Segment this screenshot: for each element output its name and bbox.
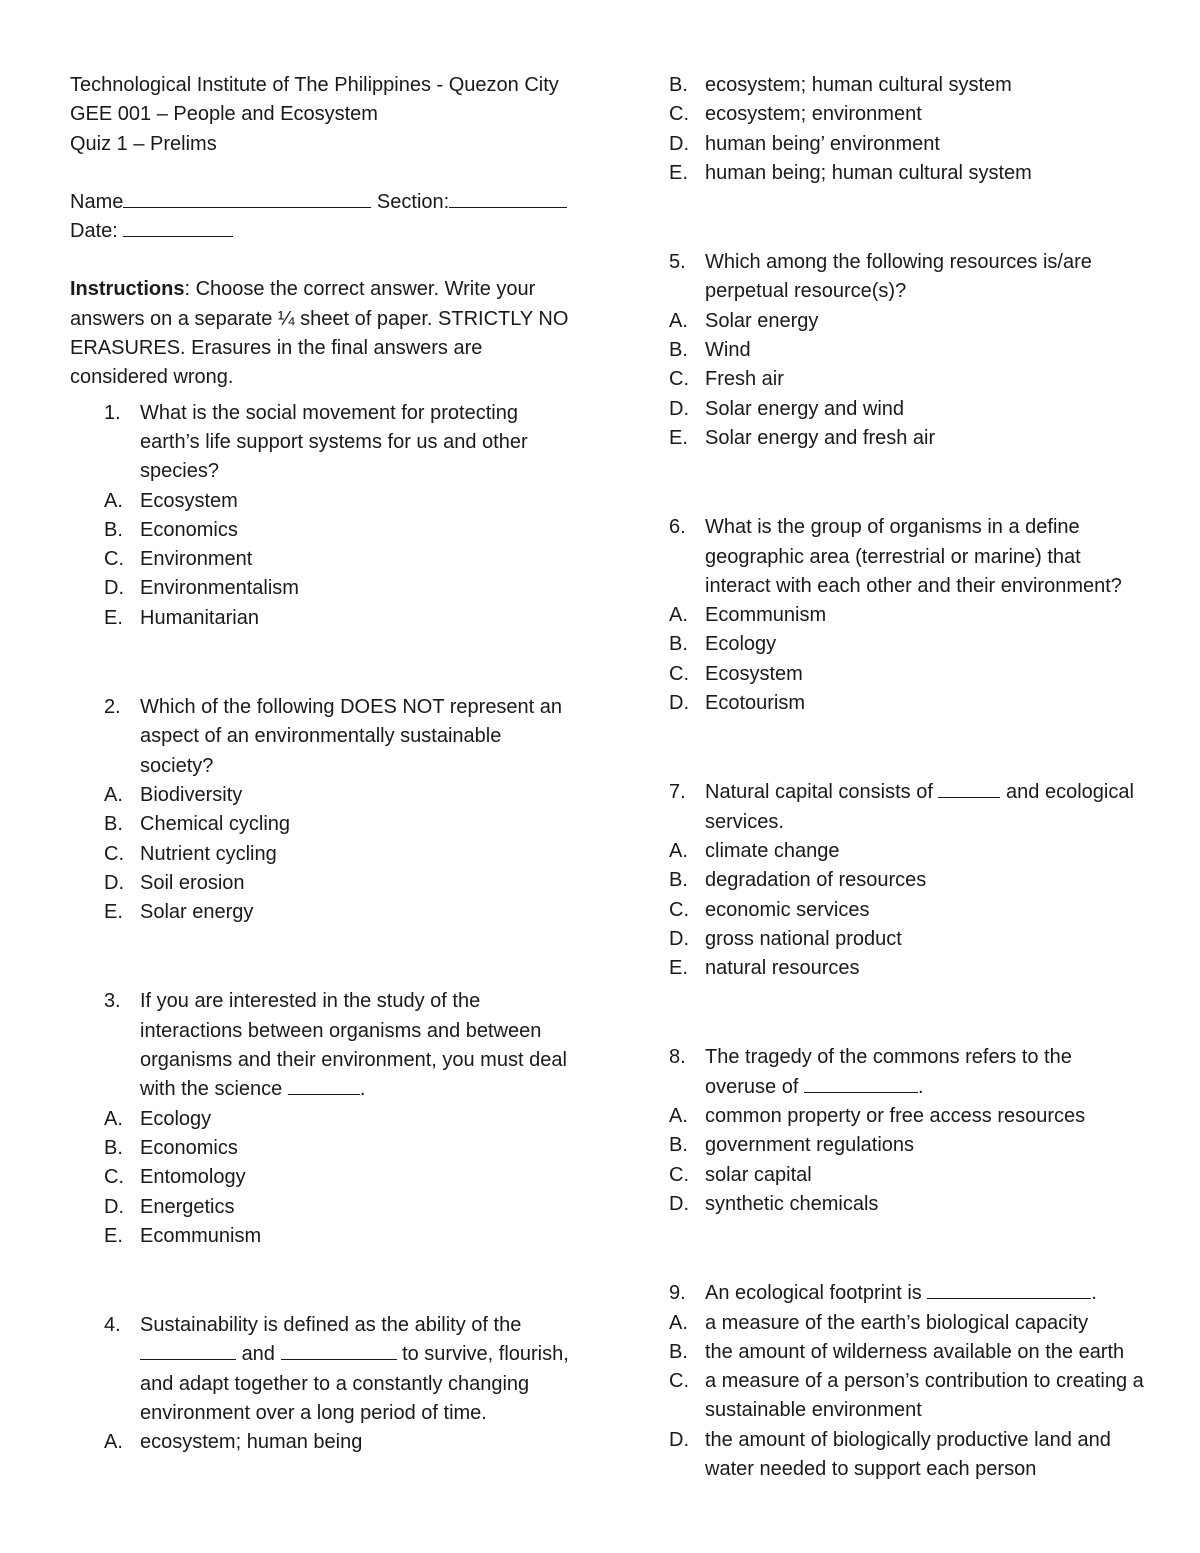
option-d — [669, 1190, 1139, 1219]
question-9 — [669, 1279, 1144, 1484]
option-b — [669, 1338, 1139, 1367]
option-c — [669, 896, 1139, 925]
option-a — [104, 1105, 570, 1134]
quiz-title: Quiz 1 – Prelims — [70, 132, 217, 155]
question-number: 4. — [104, 1314, 121, 1337]
option-text: Ecology — [140, 1107, 212, 1130]
answer-blank — [938, 779, 1000, 798]
option-letter: C. — [669, 662, 689, 685]
option-letter: A. — [104, 1431, 123, 1454]
question-4 — [104, 1311, 570, 1457]
option-e — [104, 1222, 570, 1251]
option-text: synthetic chemicals — [705, 1192, 879, 1215]
option-text: Natural capital consists of and ecological services. — [705, 781, 1134, 833]
option-a — [104, 487, 570, 516]
option-text: ecosystem; human being — [140, 1431, 363, 1454]
question-4-continued — [669, 71, 1139, 188]
option-b — [104, 1134, 570, 1163]
question-8 — [669, 1043, 1139, 1219]
name-blank[interactable] — [123, 189, 371, 208]
answer-blank — [140, 1341, 236, 1360]
option-letter: D. — [669, 927, 689, 950]
option-a — [669, 1309, 1139, 1338]
option-c — [669, 660, 1139, 689]
option-text: Environment — [140, 548, 253, 571]
name-label: Name — [70, 190, 124, 213]
left-column — [70, 71, 570, 1458]
option-text: ecosystem; environment — [705, 103, 922, 126]
option-text: Economics — [140, 1136, 238, 1159]
option-letter: E. — [669, 426, 688, 449]
option-b — [669, 630, 1139, 659]
option-letter: A. — [669, 1105, 688, 1128]
question-2 — [104, 693, 570, 927]
option-a — [669, 307, 1139, 336]
option-text: Nutrient cycling — [140, 842, 277, 865]
option-text: Ecommunism — [705, 604, 827, 627]
option-letter: D. — [669, 132, 689, 155]
option-c — [104, 840, 570, 869]
option-a — [669, 837, 1139, 866]
option-letter: C. — [669, 103, 689, 126]
option-text: the amount of biologically productive land and water needed to support each person — [705, 1428, 1111, 1480]
section-label: Section: — [376, 190, 450, 213]
question-1 — [104, 399, 570, 633]
option-text: What is the group of organisms in a define geographic area (terrestrial or marine) that interact with each other and their environment? — [705, 516, 1122, 597]
option-d — [104, 869, 570, 898]
option-text: Chemical cycling — [140, 813, 291, 836]
option-d — [669, 130, 1139, 159]
option-text: government regulations — [705, 1134, 915, 1157]
option-c — [104, 545, 570, 574]
option-text: Solar energy and fresh air — [705, 426, 936, 449]
option-letter: C. — [104, 842, 124, 865]
question-number: 7. — [669, 781, 686, 804]
option-text: gross national product — [705, 927, 902, 950]
option-a — [104, 1428, 570, 1457]
date-row — [70, 217, 570, 246]
option-b — [669, 336, 1139, 365]
option-text: Environmentalism — [140, 577, 299, 600]
right-column — [669, 71, 1144, 1484]
answer-blank — [281, 1341, 397, 1360]
option-text: Energetics — [140, 1195, 235, 1218]
option-a — [669, 601, 1139, 630]
option-d — [104, 1193, 570, 1222]
option-d — [669, 925, 1139, 954]
option-b — [669, 866, 1139, 895]
option-e — [669, 424, 1139, 453]
option-letter: D. — [669, 397, 689, 420]
option-text: Soil erosion — [140, 871, 245, 894]
answer-blank — [804, 1074, 918, 1093]
option-d — [669, 1426, 1139, 1485]
option-e — [669, 159, 1139, 188]
option-a — [104, 781, 570, 810]
option-text: Fresh air — [705, 368, 784, 391]
option-letter: B. — [669, 633, 688, 656]
option-letter: C. — [669, 898, 689, 921]
institute-name: Technological Institute of The Philippines - Quezon City — [70, 74, 559, 96]
option-letter: B. — [104, 1136, 123, 1159]
option-letter: E. — [669, 957, 688, 980]
question-number: 2. — [104, 696, 121, 719]
option-text: natural resources — [705, 957, 860, 980]
answer-blank — [288, 1076, 360, 1095]
option-c — [104, 1163, 570, 1192]
option-text: Sustainability is defined as the ability of the and to survive, flourish, and adapt together to a constantly changing environment over a long period of time. — [140, 1314, 569, 1424]
option-letter: D. — [104, 1195, 124, 1218]
option-text: Ecosystem — [705, 662, 803, 685]
question-number: 6. — [669, 516, 686, 539]
option-text: a measure of the earth’s biological capacity — [705, 1311, 1089, 1334]
option-letter: C. — [104, 548, 124, 571]
option-d — [669, 689, 1139, 718]
option-letter: E. — [104, 1224, 123, 1247]
option-letter: D. — [104, 871, 124, 894]
option-text: Solar energy and wind — [705, 397, 905, 420]
option-text: An ecological footprint is . — [705, 1282, 1097, 1305]
option-text: common property or free access resources — [705, 1105, 1086, 1128]
option-c — [669, 1161, 1139, 1190]
option-d — [104, 574, 570, 603]
date-blank[interactable] — [123, 218, 233, 237]
question-number: 9. — [669, 1282, 686, 1305]
option-text: The tragedy of the commons refers to the overuse of . — [705, 1046, 1072, 1098]
question-5 — [669, 248, 1139, 453]
option-e — [104, 898, 570, 927]
option-letter: D. — [669, 1428, 689, 1451]
option-letter: A. — [104, 1107, 123, 1130]
name-section-row — [70, 188, 570, 217]
option-text: Ecotourism — [705, 692, 806, 715]
answer-blank — [927, 1280, 1091, 1299]
option-letter: A. — [669, 604, 688, 627]
option-letter: B. — [104, 813, 123, 836]
option-text: Biodiversity — [140, 783, 243, 806]
option-text: Entomology — [140, 1166, 246, 1189]
option-d — [669, 395, 1139, 424]
option-letter: E. — [104, 901, 123, 924]
option-text: human being’ environment — [705, 132, 940, 155]
option-letter: E. — [669, 161, 688, 184]
option-e — [104, 604, 570, 633]
option-text: Economics — [140, 518, 238, 541]
option-b — [669, 1131, 1139, 1160]
option-letter: B. — [669, 1340, 688, 1363]
option-a — [669, 1102, 1139, 1131]
date-label: Date: — [70, 220, 118, 243]
option-text: ecosystem; human cultural system — [705, 74, 1012, 96]
option-letter: A. — [669, 839, 688, 862]
option-letter: B. — [669, 869, 688, 892]
question-number: 1. — [104, 401, 121, 424]
option-letter: A. — [669, 1311, 688, 1334]
option-text: Which of the following DOES NOT represent an aspect of an environmentally sustainable society? — [140, 696, 563, 777]
option-e — [669, 954, 1139, 983]
option-text: climate change — [705, 839, 840, 862]
option-c — [669, 100, 1139, 129]
instructions: Instructions: Choose the correct answer. Write your answers on a separate ¼ sheet of paper. STRICTLY NO ERASURES. Erasures in the final answers are considered wrong. — [70, 278, 569, 389]
option-letter: B. — [669, 74, 688, 96]
section-blank[interactable] — [449, 189, 567, 208]
question-number: 8. — [669, 1046, 686, 1069]
option-text: If you are interested in the study of the interactions between organisms and between organisms and their environment, you must deal with the science . — [140, 990, 567, 1101]
option-text: human being; human cultural system — [705, 161, 1032, 184]
option-text: Which among the following resources is/are perpetual resource(s)? — [705, 251, 1092, 303]
option-letter: C. — [669, 368, 689, 391]
question-6 — [669, 513, 1139, 718]
option-text: Solar energy — [140, 901, 254, 924]
option-letter: C. — [104, 1166, 124, 1189]
option-text: degradation of resources — [705, 869, 927, 892]
option-text: Wind — [705, 339, 751, 362]
option-text: Ecosystem — [140, 489, 238, 512]
option-b — [104, 516, 570, 545]
option-text: Ecommunism — [140, 1224, 262, 1247]
option-text: Humanitarian — [140, 606, 259, 629]
option-text: solar capital — [705, 1163, 812, 1186]
option-letter: A. — [104, 489, 123, 512]
option-b — [104, 810, 570, 839]
option-letter: B. — [669, 1134, 688, 1157]
option-letter: A. — [669, 309, 688, 332]
option-letter: C. — [669, 1163, 689, 1186]
option-letter: C. — [669, 1370, 689, 1393]
question-number: 3. — [104, 990, 121, 1013]
option-letter: D. — [104, 577, 124, 600]
option-letter: B. — [104, 518, 123, 541]
option-letter: A. — [104, 783, 123, 806]
option-c — [669, 1367, 1144, 1426]
instructions-label: Instructions — [70, 278, 185, 301]
question-number: 5. — [669, 251, 686, 274]
option-text: the amount of wilderness available on the earth — [705, 1340, 1125, 1363]
question-3 — [104, 987, 570, 1251]
option-text: What is the social movement for protecting earth’s life support systems for us and other species? — [140, 401, 528, 483]
option-text: Solar energy — [705, 309, 819, 332]
option-letter: B. — [669, 339, 688, 362]
option-text: Ecology — [705, 633, 777, 656]
option-c — [669, 365, 1139, 394]
option-letter: D. — [669, 692, 689, 715]
question-7 — [669, 778, 1139, 983]
option-letter: D. — [669, 1192, 689, 1215]
option-b — [669, 71, 1139, 100]
course-title: GEE 001 – People and Ecosystem — [70, 103, 378, 126]
option-letter: E. — [104, 606, 123, 629]
option-text: economic services — [705, 898, 870, 921]
option-text: a measure of a person’s contribution to creating a sustainable environment — [705, 1370, 1144, 1422]
